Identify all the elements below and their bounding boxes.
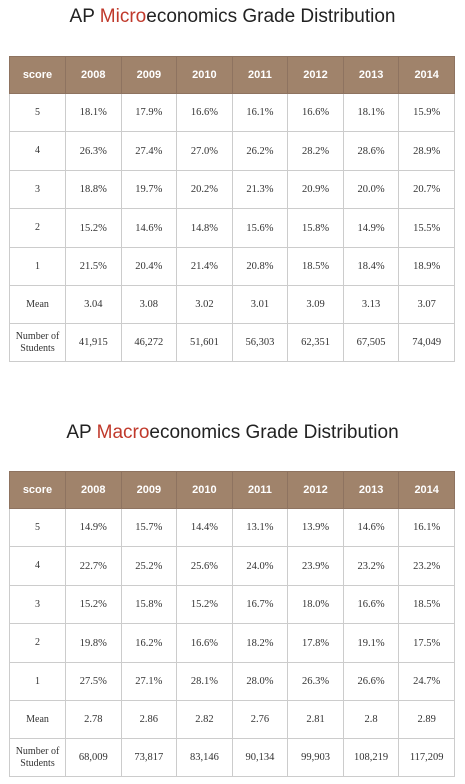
row-label: 2 [10,624,66,663]
table-cell: 51,601 [177,324,233,362]
table-cell: 15.2% [66,586,122,624]
header-cell: 2014 [399,57,455,94]
table-cell: 17.9% [121,94,177,132]
table-cell: 74,049 [399,324,455,362]
table-row [10,701,455,739]
table-cell: 28.1% [177,663,233,701]
table-cell: 16.2% [121,624,177,663]
row-label: Number of Students [10,324,66,362]
table-cell: 28.2% [288,132,344,171]
header-cell: 2012 [288,57,344,94]
table-cell: 20.8% [232,248,288,286]
table-cell: 17.8% [288,624,344,663]
table-cell: 13.1% [232,509,288,547]
table-row [10,509,455,547]
micro-title-prefix: AP [69,6,100,27]
header-cell: 2009 [121,472,177,509]
table-cell: 3.13 [343,286,399,324]
table-cell: 2.76 [232,701,288,739]
table-cell: 14.4% [177,509,233,547]
header-cell: score [10,57,66,94]
table-cell: 3.04 [66,286,122,324]
table-cell: 56,303 [232,324,288,362]
table-cell: 62,351 [288,324,344,362]
row-label: 5 [10,509,66,547]
table-cell: 24.7% [399,663,455,701]
table-cell: 14.8% [177,209,233,248]
row-label: 1 [10,663,66,701]
row-label: 1 [10,248,66,286]
table-row [10,586,455,624]
table-cell: 13.9% [288,509,344,547]
table-cell: 2.8 [343,701,399,739]
micro-title [0,3,465,31]
header-cell: 2011 [232,472,288,509]
table-cell: 19.7% [121,171,177,209]
table-cell: 117,209 [399,739,455,777]
table-cell: 68,009 [66,739,122,777]
row-label: 3 [10,586,66,624]
header-cell: 2013 [343,472,399,509]
table-cell: 2.81 [288,701,344,739]
table-cell: 2.86 [121,701,177,739]
table-cell: 18.9% [399,248,455,286]
row-label: 4 [10,547,66,586]
table-cell: 2.82 [177,701,233,739]
table-row [10,209,455,248]
table-cell: 18.8% [66,171,122,209]
micro-table [9,56,455,362]
table-cell: 20.9% [288,171,344,209]
table-cell: 28.6% [343,132,399,171]
table-cell: 23.2% [343,547,399,586]
table-row [10,739,455,777]
table-cell: 18.5% [288,248,344,286]
table-row [10,171,455,209]
table-cell: 26.3% [288,663,344,701]
table-cell: 20.0% [343,171,399,209]
table-cell: 14.9% [343,209,399,248]
table-cell: 21.3% [232,171,288,209]
table-cell: 15.2% [177,586,233,624]
table-cell: 21.4% [177,248,233,286]
table-cell: 25.2% [121,547,177,586]
table-row [10,663,455,701]
table-cell: 26.6% [343,663,399,701]
row-label: Mean [10,286,66,324]
table-cell: 16.7% [232,586,288,624]
macro-title-suffix: economics Grade Distribution [149,422,399,443]
table-cell: 20.4% [121,248,177,286]
header-cell: 2014 [399,472,455,509]
header-cell: 2009 [121,57,177,94]
table-cell: 15.2% [66,209,122,248]
table-cell: 28.9% [399,132,455,171]
table-cell: 18.0% [288,586,344,624]
table-cell: 16.1% [399,509,455,547]
table-cell: 28.0% [232,663,288,701]
table-row [10,624,455,663]
table-row [10,547,455,586]
table-cell: 2.89 [399,701,455,739]
macro-title [0,419,465,447]
row-label: 3 [10,171,66,209]
row-label: Number of Students [10,739,66,777]
header-cell: 2013 [343,57,399,94]
table-cell: 41,915 [66,324,122,362]
table-cell: 90,134 [232,739,288,777]
table-cell: 24.0% [232,547,288,586]
table-cell: 3.01 [232,286,288,324]
table-cell: 19.1% [343,624,399,663]
header-cell: 2012 [288,472,344,509]
table-row [10,248,455,286]
table-cell: 16.6% [177,624,233,663]
table-row [10,132,455,171]
table-cell: 14.6% [121,209,177,248]
macro-header-row [10,472,455,509]
table-cell: 18.5% [399,586,455,624]
table-row [10,94,455,132]
table-cell: 20.7% [399,171,455,209]
table-cell: 108,219 [343,739,399,777]
header-cell: 2010 [177,57,233,94]
table-cell: 3.09 [288,286,344,324]
table-cell: 14.6% [343,509,399,547]
table-cell: 18.2% [232,624,288,663]
table-cell: 22.7% [66,547,122,586]
table-cell: 21.5% [66,248,122,286]
table-cell: 19.8% [66,624,122,663]
header-cell: 2011 [232,57,288,94]
table-cell: 83,146 [177,739,233,777]
table-cell: 67,505 [343,324,399,362]
table-cell: 15.5% [399,209,455,248]
table-cell: 26.2% [232,132,288,171]
row-label: 5 [10,94,66,132]
table-cell: 27.1% [121,663,177,701]
table-cell: 27.0% [177,132,233,171]
micro-title-suffix: economics Grade Distribution [146,6,396,27]
table-cell: 2.78 [66,701,122,739]
row-label: 4 [10,132,66,171]
table-cell: 18.1% [66,94,122,132]
table-cell: 16.6% [177,94,233,132]
macro-table [9,471,455,777]
row-label: Mean [10,701,66,739]
table-cell: 15.8% [121,586,177,624]
table-cell: 99,903 [288,739,344,777]
table-cell: 23.2% [399,547,455,586]
table-cell: 27.4% [121,132,177,171]
table-cell: 3.07 [399,286,455,324]
table-cell: 46,272 [121,324,177,362]
table-cell: 3.02 [177,286,233,324]
table-cell: 17.5% [399,624,455,663]
micro-title-highlight: Micro [99,6,147,27]
table-cell: 25.6% [177,547,233,586]
table-cell: 27.5% [66,663,122,701]
macro-title-prefix: AP [66,422,97,443]
table-cell: 16.1% [232,94,288,132]
header-cell: score [10,472,66,509]
row-label: 2 [10,209,66,248]
table-cell: 26.3% [66,132,122,171]
header-cell: 2010 [177,472,233,509]
table-cell: 20.2% [177,171,233,209]
table-row [10,324,455,362]
micro-header-row [10,57,455,94]
table-cell: 16.6% [288,94,344,132]
table-cell: 18.1% [343,94,399,132]
table-cell: 15.8% [288,209,344,248]
table-cell: 16.6% [343,586,399,624]
macro-title-highlight: Macro [96,422,150,443]
table-cell: 73,817 [121,739,177,777]
table-cell: 15.7% [121,509,177,547]
table-cell: 14.9% [66,509,122,547]
table-row [10,286,455,324]
table-cell: 15.6% [232,209,288,248]
table-cell: 18.4% [343,248,399,286]
table-cell: 15.9% [399,94,455,132]
header-cell: 2008 [66,57,122,94]
table-cell: 23.9% [288,547,344,586]
header-cell: 2008 [66,472,122,509]
table-cell: 3.08 [121,286,177,324]
